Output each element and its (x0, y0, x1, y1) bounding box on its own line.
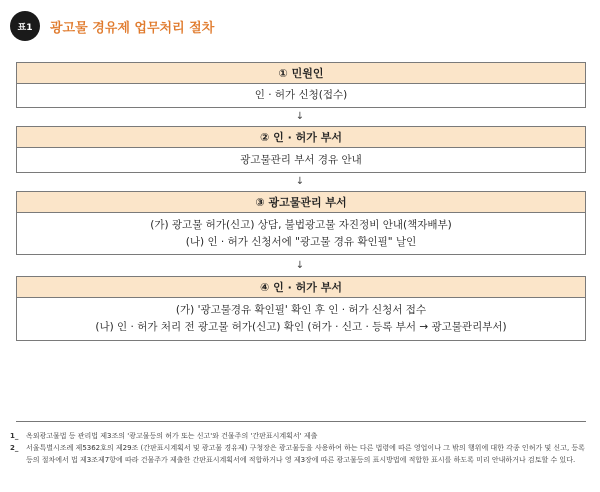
footnote-1 (10, 430, 592, 442)
table-number-badge: 표1 (10, 11, 40, 41)
step-1-line-1: 인 · 허가 신청(접수) (254, 89, 348, 101)
step-2-line-1: 광고물관리 부서 경유 안내 (240, 153, 362, 166)
step-1-block (16, 62, 586, 108)
step-4-title: ④ 인 · 허가 부서 (17, 277, 585, 298)
footnote-2-number: 2_ (10, 444, 19, 452)
step-3-title: ③ 광고물관리 부서 (17, 192, 585, 213)
arrow-2-icon: ↓ (295, 176, 305, 187)
step-1-title: ① 민원인 (17, 63, 585, 84)
step-4-block (16, 276, 586, 341)
arrow-1-icon: ↓ (295, 111, 305, 122)
step-3-line-1: (가) 광고물 허가(신고) 상담, 불법광고물 자진정비 안내(책자배부) (150, 218, 452, 231)
table-title: 광고물 경유제 업무처리 절차 (50, 20, 215, 36)
step-3-line-2: (나) 인 · 허가 신청서에 "광고물 경유 확인필" 날인 (185, 235, 417, 248)
table-header (10, 11, 214, 41)
footnote-2 (10, 442, 592, 466)
step-4-line-2: (나) 인 · 허가 처리 전 광고물 허가(신고) 확인 (허가 · 신고 · 등록 부서 → 광고물관리부서) (95, 321, 507, 333)
step-4-body (17, 298, 585, 340)
arrow-3-icon: ↓ (295, 260, 305, 271)
step-4-line-1: (가) '광고물경유 확인필' 확인 후 인 · 허가 신청서 접수 (175, 304, 427, 316)
footnote-1-number: 1_ (10, 432, 19, 440)
footnote-2-text: 서울특별시조례 제5362호의 제29조 (간판표시계획서 및 광고물 경유제) 구청장은 광고물등을 사용하여 하는 다른 법령에 따른 영업이나 그 밖의 행위에 대한 각종 인허가 및 신고, 등록 등의 절차에서 법 제3조제7항에 따라 건물주가 제출한 간판표시계획서에 적합하거나 영 제3장에 따른 광고물등의 표시방법에 적합한 표시를 하도록 미리 안내하거나 검토할 수 있다. (26, 444, 585, 464)
footnote-divider (16, 421, 586, 422)
step-1-body (17, 84, 585, 107)
step-3-body (17, 213, 585, 254)
footnote-1-text: 옥외광고물법 등 관리법 제3조의 '광고물등의 허가 또는 신고'와 건물주의 '간판표시계획서' 제출 (26, 432, 318, 440)
step-3-block (16, 191, 586, 255)
step-2-title: ② 인 · 허가 부서 (17, 127, 585, 148)
step-2-body (17, 148, 585, 172)
footnotes (10, 430, 592, 466)
step-2-block (16, 126, 586, 173)
